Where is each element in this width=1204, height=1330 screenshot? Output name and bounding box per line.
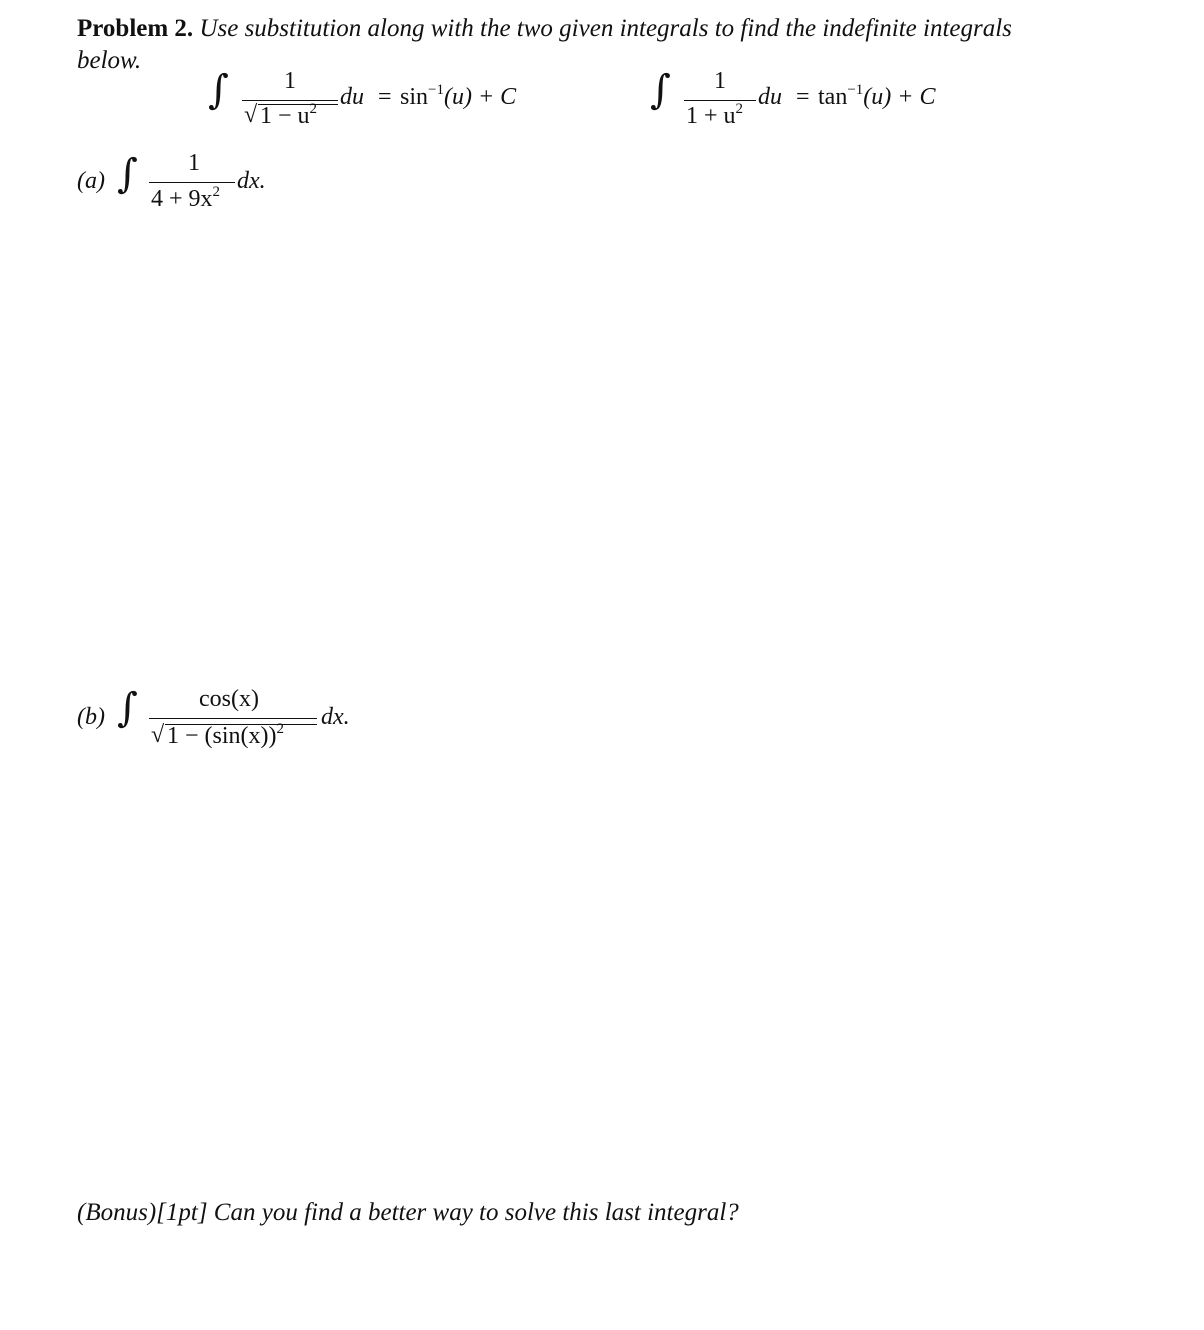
part-a — [77, 146, 337, 218]
differential: du — [340, 84, 364, 110]
differential: dx. — [237, 168, 266, 194]
numerator: 1 — [188, 150, 200, 176]
fraction-bar — [149, 182, 235, 183]
denominator-radical: √ — [151, 722, 165, 748]
part-b — [77, 680, 397, 760]
problem-header — [77, 12, 1012, 46]
equals-sign: = — [378, 84, 392, 110]
integral-sign: ∫ — [117, 151, 138, 197]
differential: dx. — [321, 704, 350, 730]
integral-sign: ∫ — [208, 67, 229, 113]
fraction-bar — [684, 100, 756, 101]
problem-title: Problem 2. — [77, 15, 194, 42]
numerator: cos(x) — [199, 686, 259, 712]
integral-sign: ∫ — [117, 685, 138, 731]
integral-sign: ∫ — [650, 67, 671, 113]
part-a-label: (a) — [77, 168, 105, 194]
differential: du — [758, 84, 782, 110]
rhs: $\sin^{-1}(u) + C$ — [400, 82, 517, 110]
given-integral-arcsin — [208, 62, 568, 134]
part-b-label: (b) — [77, 704, 105, 730]
problem-instruction: Use substitution along with the two given integrals to find the indefinite integrals — [199, 15, 1012, 42]
rhs: $\tan^{-1}(u) + C$ — [818, 82, 936, 110]
problem-instruction-continued: below. — [77, 47, 142, 74]
denominator: $1 - (\sin(x))^2$ — [167, 721, 285, 749]
denominator-radical: √ — [244, 102, 258, 128]
denominator: $1 + u^2$ — [686, 101, 744, 129]
bonus-question: (Bonus)[1pt] Can you find a better way to solve this last integral? — [77, 1199, 739, 1226]
denominator: $1 - u^2$ — [260, 101, 318, 129]
equals-sign: = — [796, 84, 810, 110]
fraction-bar — [149, 718, 317, 719]
numerator: 1 — [714, 68, 726, 94]
given-integral-arctan — [650, 62, 1010, 134]
denominator: $4 + 9x^2$ — [151, 184, 221, 212]
numerator: 1 — [284, 68, 296, 94]
